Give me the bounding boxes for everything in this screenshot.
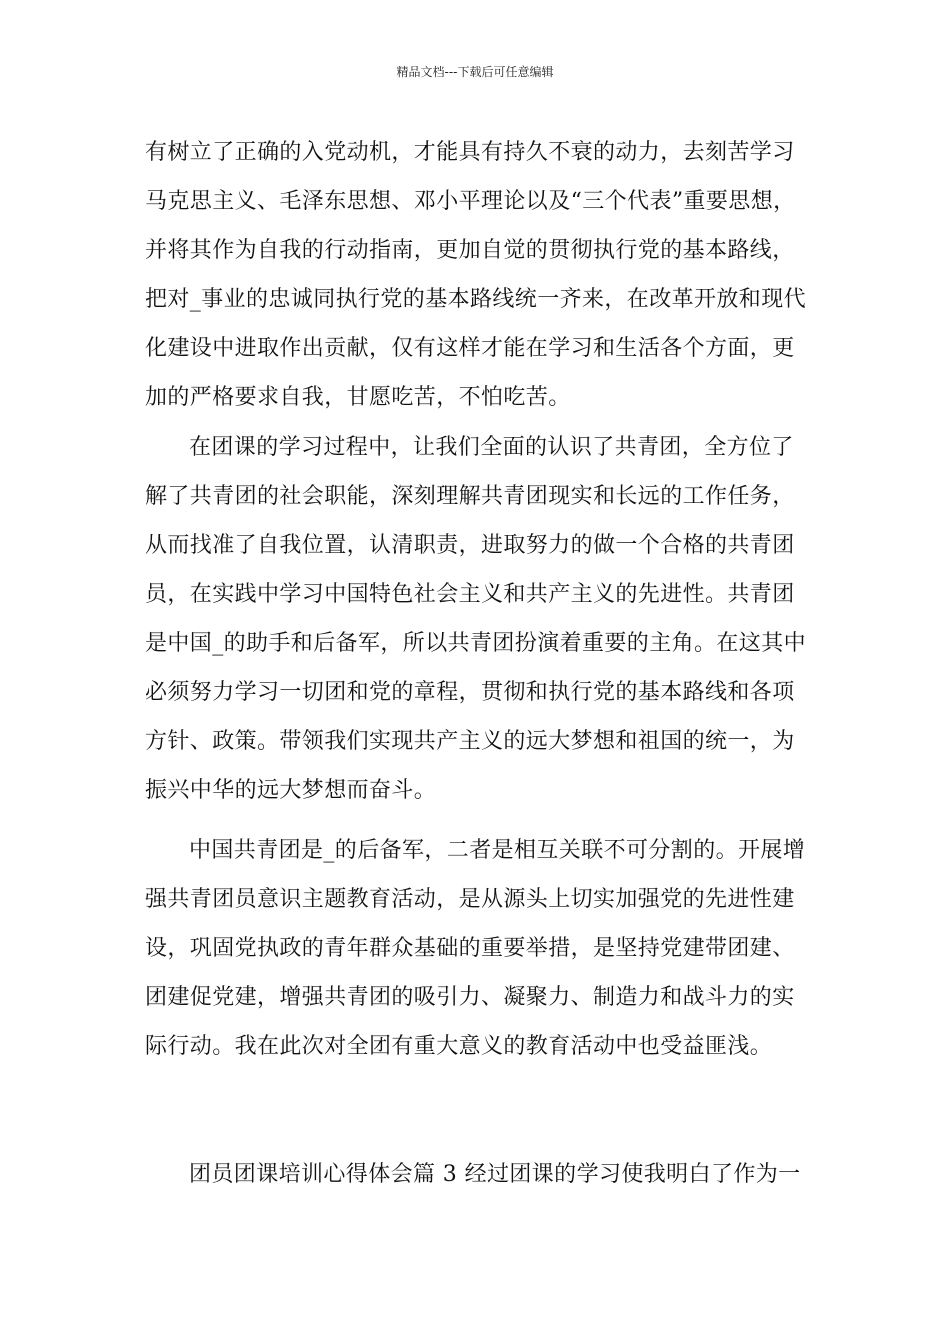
paragraph-1	[145, 128, 825, 422]
text-line: 强共青团员意识主题教育活动，是从源头上切实加强党的先进性建	[145, 887, 795, 912]
text-line: 中国共青团是_的后备军，二者是相互关联不可分割的。开展增	[189, 838, 806, 863]
paragraph-3	[145, 826, 825, 1071]
text-line: 并将其作为自我的行动指南，更加自觉的贯彻执行党的基本路线，	[145, 238, 795, 263]
text-line: 员，在实践中学习中国特色社会主义和共产主义的先进性。共青团	[145, 582, 795, 607]
text-line: 从而找准了自我位置，认清职责，进取努力的做一个合格的共青团	[145, 533, 795, 558]
text-line: 必须努力学习一切团和党的章程，贯彻和执行党的基本路线和各项	[145, 680, 795, 705]
text-line: 振兴中华的远大梦想而奋斗。	[145, 778, 437, 803]
text-line: 马克思主义、毛泽东思想、邓小平理论以及“三个代表”重要思想，	[145, 189, 796, 214]
text-line: 团建促党建，增强共青团的吸引力、凝聚力、制造力和战斗力的实	[145, 985, 795, 1010]
text-line: 际行动。我在此次对全团有重大意义的教育活动中也受益匪浅。	[145, 1034, 773, 1059]
text-line: 团员团课培训心得体会篇 3 经过团课的学习使我明白了作为一	[189, 1162, 801, 1187]
text-line: 有树立了正确的入党动机，才能具有持久不衰的动力，去刻苦学习	[145, 140, 795, 165]
paragraph-4	[145, 1150, 825, 1199]
text-line: 是中国_的助手和后备军，所以共青团扮演着重要的主角。在这其中	[145, 631, 807, 656]
paragraph-2	[145, 423, 825, 815]
text-line: 设，巩固党执政的青年群众基础的重要举措，是坚持党建带团建、	[145, 936, 795, 961]
text-line: 解了共青团的社会职能，深刻理解共青团现实和长远的工作任务，	[145, 484, 795, 509]
text-line: 方针、政策。带领我们实现共产主义的远大梦想和祖国的统一，为	[145, 729, 795, 754]
page-header: 精品文档---下载后可任意编辑	[396, 65, 554, 79]
text-line: 化建设中进取作出贡献，仅有这样才能在学习和生活各个方面，更	[145, 336, 795, 361]
text-line: 加的严格要求自我，甘愿吃苦，不怕吃苦。	[145, 385, 571, 410]
text-line: 把对_事业的忠诚同执行党的基本路线统一齐来，在改革开放和现代	[145, 287, 807, 312]
text-line: 在团课的学习过程中，让我们全面的认识了共青团，全方位了	[189, 435, 794, 460]
